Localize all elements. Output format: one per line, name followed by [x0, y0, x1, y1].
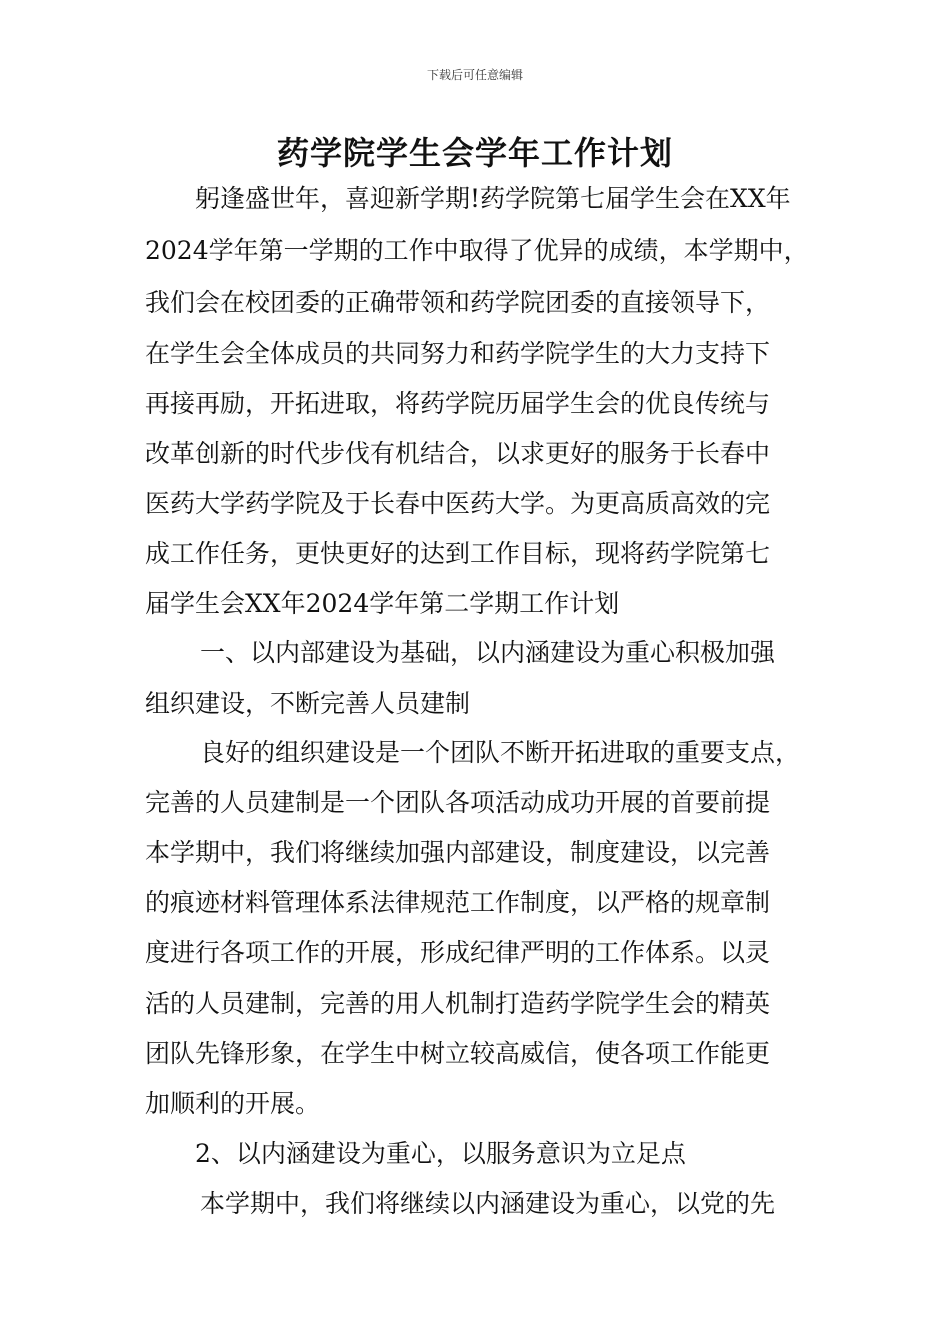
section-heading-1-cont: 组织建设，不断完善人员建制 — [145, 689, 471, 718]
document-title: 药学院学生会学年工作计划 — [276, 134, 673, 172]
body-line: 改革创新的时代步伐有机结合，以求更好的服务于长春中 — [145, 439, 771, 468]
body-line: 我们会在校团委的正确带领和药学院团委的直接领导下， — [145, 288, 771, 317]
body-line: 良好的组织建设是一个团队不断开拓进取的重要支点， — [200, 738, 801, 767]
body-line: 医药大学药学院及于长春中医药大学。为更高质高效的完 — [145, 489, 771, 518]
section-heading-1: 一、以内部建设为基础，以内涵建设为重心积极加强 — [200, 638, 776, 667]
section-heading-2: 2、以内涵建设为重心，以服务意识为立足点 — [195, 1139, 686, 1168]
body-line: 成工作任务，更快更好的达到工作目标，现将药学院第七 — [145, 539, 771, 568]
body-line: 本学期中，我们将继续加强内部建设，制度建设，以完善 — [145, 838, 771, 867]
body-line: 届学生会XX年2024学年第二学期工作计划 — [145, 589, 620, 618]
body-line: 2024学年第一学期的工作中取得了优异的成绩，本学期中， — [145, 236, 809, 265]
body-line: 团队先锋形象，在学生中树立较高威信，使各项工作能更 — [145, 1039, 771, 1068]
body-line: 加顺利的开展。 — [145, 1089, 321, 1118]
body-line: 再接再励，开拓进取，将药学院历届学生会的优良传统与 — [145, 389, 771, 418]
body-line: 完善的人员建制是一个团队各项活动成功开展的首要前提 — [145, 788, 771, 817]
body-line: 活的人员建制，完善的用人机制打造药学院学生会的精英 — [145, 989, 771, 1018]
body-line: 躬逢盛世年，喜迎新学期!药学院第七届学生会在XX年 — [195, 184, 791, 213]
body-line: 的痕迹材料管理体系法律规范工作制度，以严格的规章制 — [145, 888, 771, 917]
header-note: 下载后可任意编辑 — [426, 68, 523, 82]
body-line: 本学期中，我们将继续以内涵建设为重心，以党的先 — [200, 1189, 776, 1218]
body-line: 度进行各项工作的开展，形成纪律严明的工作体系。以灵 — [145, 938, 771, 967]
body-line: 在学生会全体成员的共同努力和药学院学生的大力支持下 — [145, 339, 771, 368]
